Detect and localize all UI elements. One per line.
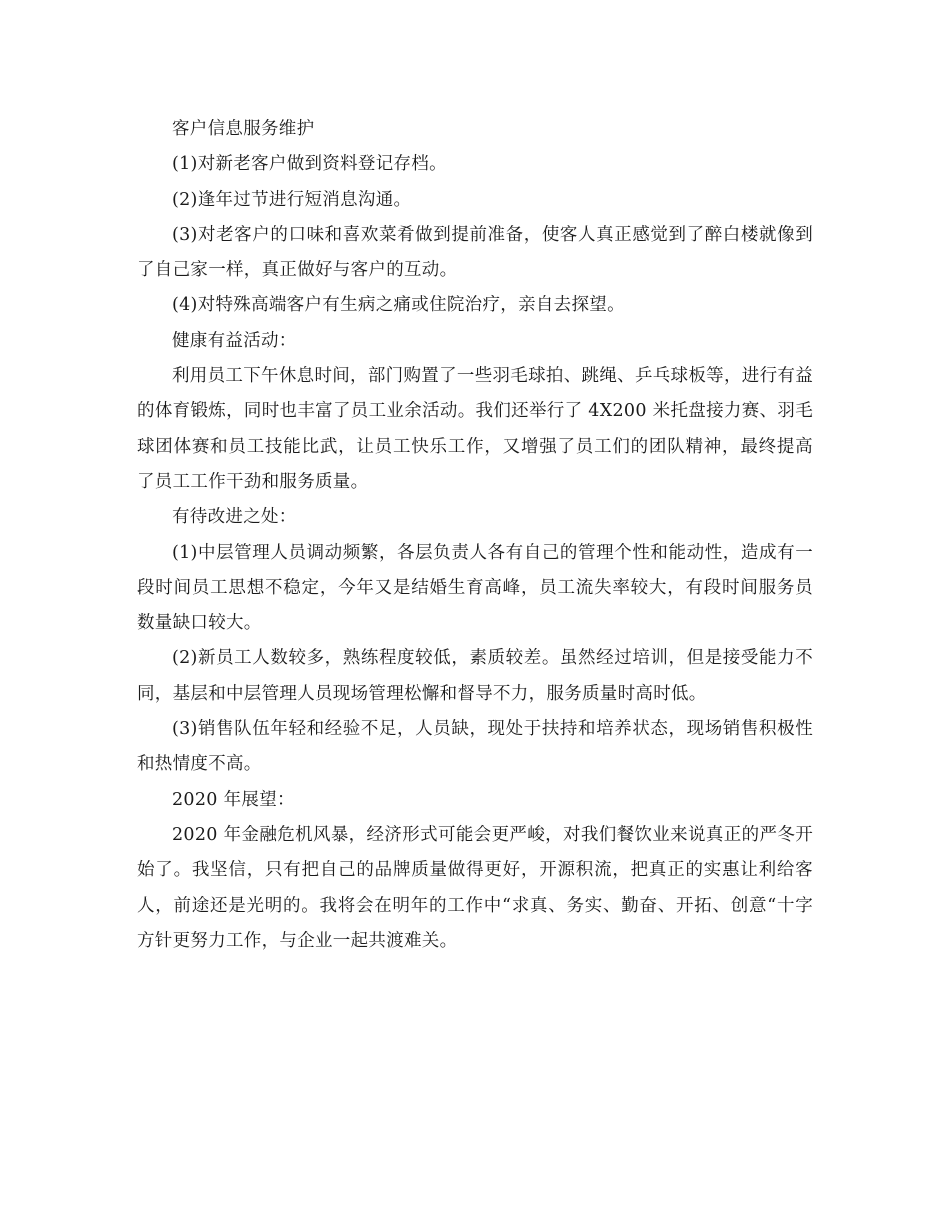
section-heading-outlook: 2020 年展望： xyxy=(172,789,295,810)
list-item: (1)中层管理人员调动频繁，各层负责人各有自己的管理个性和能动性，造成有一段时间员工思想不稳定，今年又是结婚生育高峰，员工流失率较大，有段时间服务员数量缺口较大。 xyxy=(137,542,813,634)
list-item: (2)新员工人数较多，熟练程度较低，素质较差。虽然经过培训，但是接受能力不同，基层和中层管理人员现场管理松懈和督导不力，服务质量时高时低。 xyxy=(137,648,813,704)
list-item: (3)销售队伍年轻和经验不足，人员缺，现处于扶持和培养状态，现场销售积极性和热情度不高。 xyxy=(137,719,813,775)
list-item: (1)对新老客户做到资料登记存档。 xyxy=(172,154,447,175)
section-heading-customer-service: 客户信息服务维护 xyxy=(172,119,315,139)
body-paragraph: 2020 年金融危机风暴，经济形式可能会更严峻，对我们餐饮业来说真正的严冬开始了。我坚信，只有把自己的品牌质量做得更好，开源积流，把真正的实惠让利给客人，前途还是光明的。我将会在明年的工作中“求真、务实、勤奋、开拓、创意“十字方针更努力工作，与企业一起共渡难关。 xyxy=(137,824,813,951)
section-heading-health-activities: 健康有益活动： xyxy=(172,330,297,351)
body-paragraph: 利用员工下午休息时间，部门购置了一些羽毛球拍、跳绳、乒乓球板等，进行有益的体育锻炼，同时也丰富了员工业余活动。我们还举行了 4X200 米托盘接力赛、羽毛球团体赛和员工技能比武，让员工快乐工作，又增强了员工们的团队精神，最终提高了员工工作干劲和服务质量。 xyxy=(137,366,813,492)
list-item: (4)对特殊高端客户有生病之痛或住院治疗，亲自去探望。 xyxy=(172,295,625,316)
list-item: (2)逢年过节进行短消息沟通。 xyxy=(172,189,412,210)
list-item: (3)对老客户的口味和喜欢菜肴做到提前准备，使客人真正感觉到了醉白楼就像到了自己家一样，真正做好与客户的互动。 xyxy=(137,224,813,281)
section-heading-improvements: 有待改进之处： xyxy=(172,507,297,528)
document-body xyxy=(137,112,813,959)
